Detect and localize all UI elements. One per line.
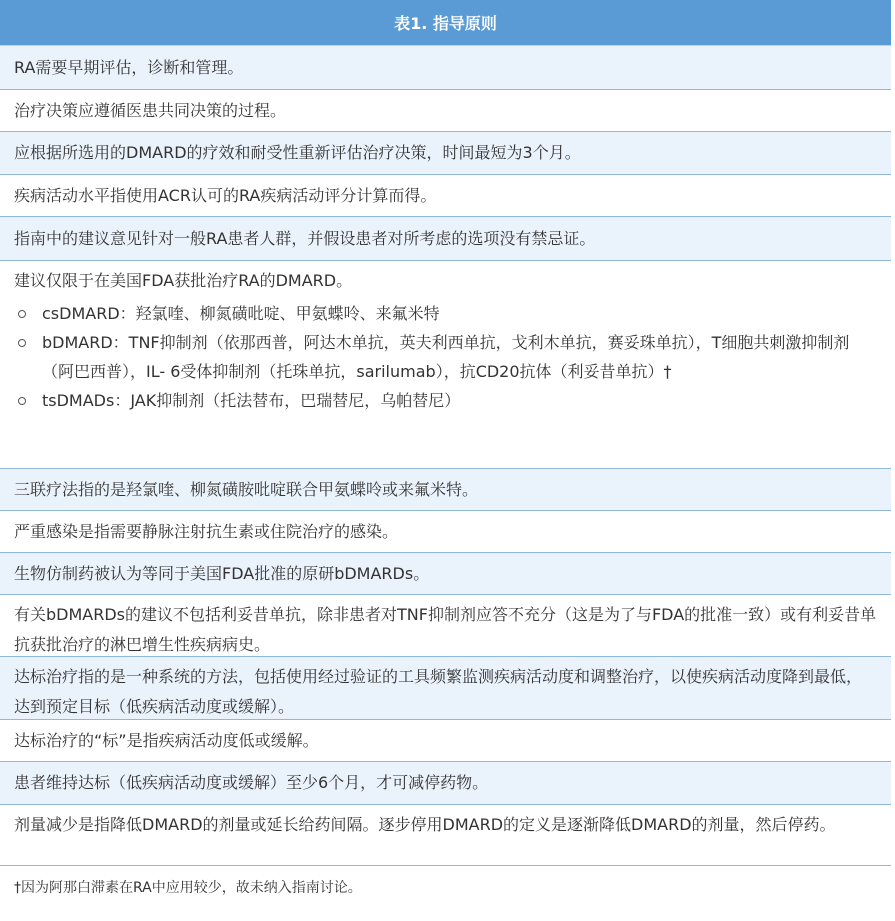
drug-scope-row	[0, 261, 891, 469]
table-row: 患者维持达标（低疾病活动度或缓解）至少6个月，才可减停药物。	[0, 762, 891, 805]
drug-scope-lead: 建议仅限于在美国FDA获批治疗RA的DMARD。	[14, 271, 353, 290]
table-row: 严重感染是指需要静脉注射抗生素或住院治疗的感染。	[0, 511, 891, 553]
table-row: 达标治疗的“标”是指疾病活动度低或缓解。	[0, 720, 891, 762]
drug-list	[14, 299, 877, 415]
list-item: tsDMADs：JAK抑制剂（托法替布，巴瑞替尼，乌帕替尼）	[14, 386, 877, 415]
list-item: csDMARD：羟氯喹、柳氮磺吡啶、甲氨蝶呤、来氟米特	[14, 299, 877, 328]
table-row: 疾病活动水平指使用ACR认可的RA疾病活动评分计算而得。	[0, 175, 891, 217]
list-item: bDMARD：TNF抑制剂（依那西普，阿达木单抗，英夫利西单抗，戈利木单抗，赛妥珠单抗），T细胞共刺激抑制剂（阿巴西普），IL- 6受体抑制剂（托珠单抗，sarilumab），抗CD20抗体（利妥昔单抗）†	[14, 328, 877, 386]
table-row: 应根据所选用的DMARD的疗效和耐受性重新评估治疗决策，时间最短为3个月。	[0, 132, 891, 175]
table-row: 剂量减少是指降低DMARD的剂量或延长给药间隔。逐步停用DMARD的定义是逐渐降低DMARD的剂量，然后停药。	[0, 805, 891, 866]
table-row: 三联疗法指的是羟氯喹、柳氮磺胺吡啶联合甲氨蝶呤或来氟米特。	[0, 469, 891, 511]
table-row: 达标治疗指的是一种系统的方法，包括使用经过验证的工具频繁监测疾病活动度和调整治疗，以使疾病活动度降到最低，达到预定目标（低疾病活动度或缓解）。	[0, 657, 891, 720]
footnote: †因为阿那白滞素在RA中应用较少，故未纳入指南讨论。	[14, 880, 362, 896]
table-row: RA需要早期评估，诊断和管理。	[0, 46, 891, 90]
table-row: 有关bDMARDs的建议不包括利妥昔单抗，除非患者对TNF抑制剂应答不充分（这是为了与FDA的批准一致）或有利妥昔单抗获批治疗的淋巴增生性疾病病史。	[0, 595, 891, 657]
table-row: 指南中的建议意见针对一般RA患者人群，并假设患者对所考虑的选项没有禁忌证。	[0, 217, 891, 261]
table-title: 表1. 指导原则	[0, 0, 891, 46]
table-row: 生物仿制药被认为等同于美国FDA批准的原研bDMARDs。	[0, 553, 891, 595]
table-row: 治疗决策应遵循医患共同决策的过程。	[0, 90, 891, 132]
